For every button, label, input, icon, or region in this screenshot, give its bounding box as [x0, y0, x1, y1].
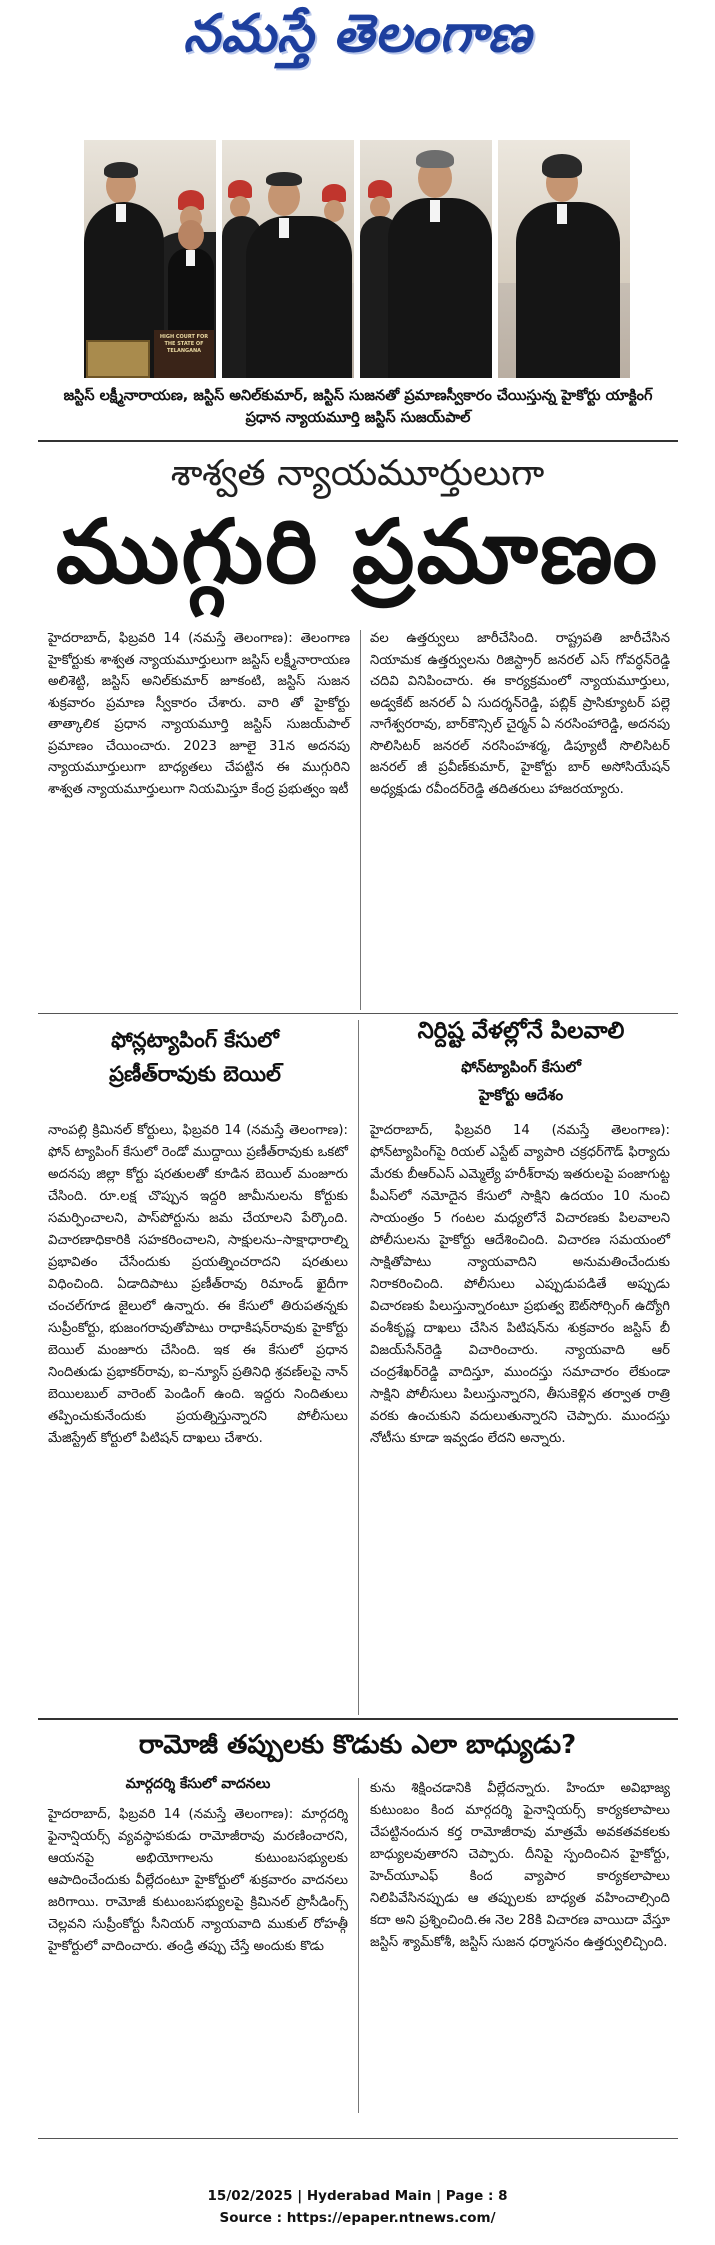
- main-headline: ముగ్గురి ప్రమాణం: [55, 500, 660, 603]
- bail-story-body: నాంపల్లి క్రిమినల్ కోర్టులు, ఫిబ్రవరి 14 (నమస్తే తెలంగాణ): ఫోన్ ట్యాపింగ్ కేసులో రెండో ముద్దాయి ప్రణీత్‌రావుకు ఒకటో అదనపు జిల్లా కోర్టు షరతులతో కూడిన బెయిల్ మంజూరు చేసింది. రూ.లక్ష చొప్పున ఇద్దరి జామీనులను కోర్టుకు సమర్పించాలని, పాస్‌పోర్టును జమ చేయాలని పేర్కొంది. విచారణాధికారికి సహకరించాలని, సాక్షులను–సాక్షాధారాల్ని ప్రభావితం చేసేందుకు ప్రయత్నించరాదని షరతులు విధించింది. ఏడాదిపాటు ప్రణీత్‌రావు రిమాండ్ ఖైదీగా చంచల్‌గూడ జైలులో ఉన్నారు. ఈ కేసులో తిరుపతన్నకు సుప్రీంకోర్టు, భుజంగరావుతోపాటు రాధాకిషన్‌రావుకు హైకోర్టు బెయిల్ మంజూరు చేసింది. ఇక ఈ కేసులో ప్రధాన నిందితుడు ప్రభాకర్‌రావు, ఐ–న్యూస్ ప్రతినిధి శ్రవణ్‌లపై నాన్ బెయిలబుల్ వారెంట్ పెండింగ్ ఉంది. ఇద్దరు నిందితులు తప్పించుకునేందుకు ప్రయత్నిస్తున్నారని పోలీసులు మేజిస్ట్రేట్ కోర్టులో పిటిషన్ దాఖలు చేశారు.: [48, 1123, 348, 1446]
- ramoji-kicker: మార్గదర్శి కేసులో వాదనలు: [125, 1776, 271, 1792]
- photo-oath-3: [360, 140, 492, 378]
- main-story-col1: హైదరాబాద్, ఫిబ్రవరి 14 (నమస్తే తెలంగాణ): తెలంగాణ హైకోర్టుకు శాశ్వత న్యాయమూర్తులుగా జస్టిస్ లక్ష్మీనారాయణ అలిశెట్టి, జస్టిస్ అనిల్‌కుమార్ జూకంటి, జస్టిస్ సుజన శుక్రవారం ప్రమాణ స్వీకారం చేశారు. వారి తో హైకోర్టు తాత్కాలిక ప్రధాన న్యాయమూర్తి జస్టిస్ సుజయ్‌పాల్ ప్రమాణం చేయించారు. 2023 జూలై 31న అదనపు న్యాయమూర్తులుగా బాధ్యతలు చేపట్టిన ఈ ముగ్గురిని శాశ్వత న్యాయమూర్తులుగా నియమిస్తూ కేంద్ర ప్రభుత్వం ఇటీ: [48, 631, 350, 797]
- footer-source: Source : https://epaper.ntnews.com/: [219, 2210, 496, 2226]
- photo-caption: జస్టిస్ లక్ష్మీనారాయణ, జస్టిస్ అనిల్‌కుమార్, జస్టిస్ సుజనతో ప్రమాణస్వీకారం చేయిస్తున్న హైకోర్టు యాక్టింగ్ ప్రధాన న్యాయమూర్తి జస్టిస్ సుజయ్‌పాల్: [63, 388, 653, 426]
- ramoji-story-col2: కును శిక్షించడానికి వీల్లేదన్నారు. హిందూ అవిభాజ్య కుటుంబం కింద మార్గదర్శి ఫైనాన్షియర్స్ కార్యకలాపాలు చేపట్టినందున కర్త రామోజీరావు మాత్రమే అవకతవకలకు బాధ్యులవుతారని చెప్పారు. దీనిపై స్పందించిన హైకోర్టు, హెచ్‌యూఎఫ్ కింద వ్యాపార కార్యకలాపాలు నిలిపివేసినప్పుడు ఆ తప్పులకు బాధ్యత వహించాల్సింది కదా అని ప్రశ్నించింది.ఈ నెల 28కి విచారణ వాయిదా వేస్తూ జస్టిస్ శ్యామ్‌కోశీ, జస్టిస్ సుజన ధర్మాసనం ఉత్తర్వులిచ్చింది.: [370, 1781, 670, 1950]
- ramoji-headline: రామోజీ తప్పులకు కొడుకు ఎలా బాధ్యుడు?: [138, 1730, 577, 1760]
- photo-oath-1: [84, 140, 216, 378]
- newspaper-title: నమస్తే తెలంగాణ: [183, 3, 532, 64]
- column-rule: [358, 1020, 359, 1715]
- footer-date-edition: 15/02/2025 | Hyderabad Main | Page : 8: [207, 2188, 508, 2204]
- timings-kicker-line2: హైకోర్టు ఆదేశం: [478, 1086, 564, 1104]
- column-rule: [360, 630, 361, 1010]
- photo-oath-2: [222, 140, 354, 378]
- bail-headline-line1: ఫోన్లట్యాపింగ్ కేసులో: [111, 1028, 279, 1052]
- masthead: [0, 0, 715, 80]
- main-subheadline: శాశ్వత న్యాయమూర్తులుగా: [170, 453, 545, 494]
- podium-label: HIGH COURT FOR THE STATE OF TELANGANA: [159, 334, 209, 354]
- divider: [38, 1718, 678, 1720]
- bail-headline-line2: ప్రణీత్‌రావుకు బెయిల్: [109, 1062, 281, 1086]
- ramoji-story-col1: హైదరాబాద్, ఫిబ్రవరి 14 (నమస్తే తెలంగాణ): మార్గదర్శి ఫైనాన్షియర్స్ వ్యవస్థాపకుడు రామోజీరావు మరణించారని, ఆయనపై అభియోగాలను కుటుంబసభ్యులకు ఆపాదించేందుకు వీల్లేదంటూ హైకోర్టులో శుక్రవారం వాదనలు జరిగాయి. రామోజీ కుటుంబసభ్యులపై క్రిమినల్ ప్రొసీడింగ్స్ చెల్లవని సుప్రీంకోర్టు సీనియర్ న్యాయవాది ముకుల్ రోహత్గీ హైకోర్టులో వాదించారు. తండ్రి తప్పు చేస్తే అందుకు కొడు: [48, 1807, 348, 1954]
- main-story-col2: వల ఉత్తర్వులు జారీచేసింది. రాష్ట్రపతి జారీచేసిన నియామక ఉత్తర్వులను రిజిస్ట్రార్ జనరల్ ఎస్ గోవర్ధన్‌రెడ్డి చదివి వినిపించారు. ఈ కార్యక్రమంలో న్యాయమూర్తులు, అడ్వకేట్ జనరల్ ఏ సుదర్శన్‌రెడ్డి, పబ్లిక్ ప్రాసిక్యూటర్ పల్లె నాగేశ్వరరావు, బార్‌కౌన్సిల్ చైర్మన్ ఏ నరసింహారెడ్డి, అదనపు సొలిసిటర్ జనరల్ నరసింహశర్మ, డిప్యూటీ సొలిసిటర్ జనరల్ జీ ప్రవీణ్‌కుమార్, హైకోర్టు బార్ అసోసియేషన్ అధ్యక్షుడు రవీందర్‌రెడ్డి తదితరులు హాజరయ్యారు.: [370, 631, 670, 797]
- column-rule: [358, 1778, 359, 2113]
- divider: [38, 1013, 678, 1014]
- photo-strip: [84, 140, 630, 378]
- photo-oath-4: [498, 140, 630, 378]
- divider: [38, 440, 678, 442]
- timings-headline: నిర్దిష్ట వేళల్లోనే పిలవాలి: [417, 1018, 625, 1044]
- timings-kicker-line1: ఫోన్‌ట్యాపింగ్ కేసులో: [461, 1058, 581, 1076]
- timings-story-body: హైదరాబాద్, ఫిబ్రవరి 14 (నమస్తే తెలంగాణ): ఫోన్‌ట్యాపింగ్‌పై రియల్ ఎస్టేట్ వ్యాపారి చక్రధర్‌గౌడ్ ఫిర్యాదు మేరకు బీఆర్ఎస్ ఎమ్మెల్యే హరీశ్‌రావు ఇతరులపై పంజాగుట్ట పీఎస్‌లో నమోదైన కేసులో సాక్షిని ఉదయం 10 నుంచి సాయంత్రం 5 గంటల మధ్యలోనే విచారణకు పిలవాలని పోలీసులను హైకోర్టు ఆదేశించింది. విచారణ సమయంలో సాక్షితోపాటు న్యాయవాదిని అనుమతించేందుకు నిరాకరించింది. పోలీసులు ఎప్పుడుపడితే అప్పుడు విచారణకు పిలుస్తున్నారంటూ ప్రభుత్వ ఔట్‌సోర్సింగ్ ఉద్యోగి వంశీకృష్ణ దాఖలు చేసిన పిటిషన్‌ను శుక్రవారం జస్టిస్ బీ విజయ్‌సేన్‌రెడ్డి విచారించారు. న్యాయవాది ఆర్ చంద్రశేఖర్‌రెడ్డి వాదిస్తూ, ముందస్తు సమాచారం లేకుండా సాక్షిని పోలీసులు పిలుస్తున్నారని, తీసుకెళ్లిన తర్వాత రాత్రి వరకు ఉంచుకుని వదులుతున్నారని చెప్పారు. ముందస్తు నోటీసు కూడా ఇవ్వడం లేదని అన్నారు.: [370, 1123, 670, 1446]
- divider: [38, 2138, 678, 2139]
